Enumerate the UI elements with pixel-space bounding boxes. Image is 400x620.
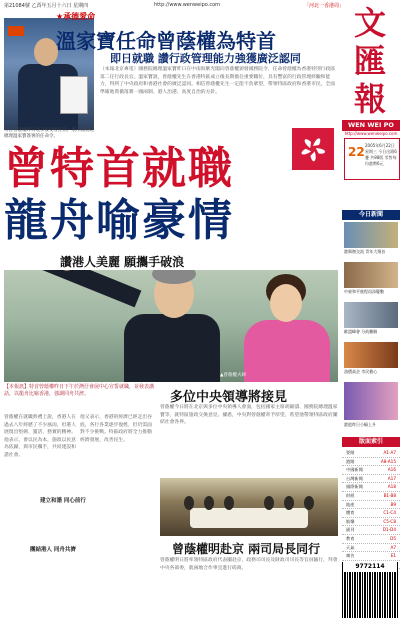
meeting-person [184, 496, 194, 510]
main-headline-line1[interactable]: 曾特首就職 [4, 143, 234, 194]
index-section-name: 天氣 [346, 544, 355, 550]
index-page-number: C5-C8 [383, 518, 396, 524]
sidebar-caption-3[interactable]: 歐盟峰會 分歧難解 [344, 329, 378, 334]
date-day: 22 [348, 145, 365, 159]
index-page-number: D1-D4 [382, 527, 396, 533]
photo-woman-body [244, 320, 330, 382]
body-subhead-b: 團結港人 同舟共濟 [30, 547, 76, 553]
main-story-body-left: 曾蔭權在就職典禮上說，香港人在過去八年經歷了不少風雨，但港人展現出堅韌、靈活、務實的精神。他表示，會以民為本，施政以民意為依歸，與市民攜手，共同建設和諧社會。 [4, 415, 76, 458]
index-section-name: 地產 [346, 501, 355, 507]
today-news-title: 今日新聞 [342, 210, 400, 220]
index-page-number: E1 [390, 553, 396, 559]
promo-text: 「河北一香港周」 [303, 3, 344, 9]
photo-figure-head [34, 38, 58, 66]
photo-hand [54, 270, 81, 274]
sidebar-thumb-4[interactable] [344, 342, 398, 368]
index-page-number: A18 [387, 484, 396, 490]
meeting-person [224, 496, 234, 510]
section2-body: 曾蔭權今日將在北京與多位中央領導人會面，包括國家主席胡錦濤、國務院總理溫家寶等，就特區施政交換意見。據悉，中央對曾蔭權寄予厚望，希望他帶領特區政府團結社會各界。 [160, 405, 338, 426]
sidebar-caption-5[interactable]: 港股昨日小幅上升 [344, 422, 376, 427]
main-story-body-mid: 他又表示，香港的經濟已經走出谷底，各行各業逐步復甦，但仍需面對不少挑戰。特區政府將全力推動經濟發展，改善民生。 [80, 415, 152, 443]
index-row[interactable] [342, 509, 400, 518]
index-section-name: 港聞 [346, 458, 355, 464]
index-section-name: 娛樂 [346, 518, 355, 524]
index-row[interactable] [342, 535, 400, 544]
website-url[interactable]: http://www.wenweipo.com [154, 2, 221, 8]
index-row[interactable] [342, 501, 400, 510]
index-section-name: 台灣新聞 [346, 475, 363, 481]
top-story-body: （本報北京專電）國務院總理溫家寶昨日在中南海紫光閣向曾蔭權頒發國務院令，任命曾蔭權為香港特別行政區第二任行政長官。溫家寶說，曾蔭權先生在香港特區成立後長期擔任重要職位，具有豐富的行政管理經驗和能力，得到了中央政府和香港社會的廣泛認同。相信曾蔭權先生一定能不負眾望，帶領特區政府和香港市民，全面準確地貫徹落實一國兩制、港人治港、高度自治的方針。 [100, 67, 336, 95]
main-story-intro: 【本報訊】特首曾蔭權昨日下午於灣仔會展中心宣誓就職，並發表講話，以龍舟比喻香港，強調同舟共濟。 [4, 384, 155, 397]
index-page-number: A17 [387, 475, 396, 481]
newspaper-title: 文匯報 [353, 4, 386, 118]
index-row[interactable] [342, 475, 400, 484]
issue-info: 第21084號 乙酉年五月十六日 星期四 [4, 3, 89, 9]
masthead-web: http://www.wenweipo.com [344, 131, 398, 136]
index-section-name: 國際新聞 [346, 484, 363, 490]
section2-headline[interactable]: 多位中央領導將接見 [170, 390, 288, 405]
index-page-number: A7 [390, 544, 396, 550]
index-page-number: B9 [390, 501, 396, 507]
meeting-photo [160, 478, 338, 536]
index-section-name: 廣告 [346, 553, 355, 559]
sidebar-caption-2[interactable]: 中東和平進程再添變數 [344, 289, 384, 294]
index-row[interactable] [342, 544, 400, 553]
appointment-folder [60, 76, 88, 114]
meeting-table [190, 508, 308, 528]
meeting-person [284, 496, 294, 510]
body-subhead-a: 建立和諧 同心前行 [40, 498, 86, 504]
top-story-kicker: ★承德愛命 [56, 12, 96, 21]
top-info-strip [4, 1, 396, 10]
date-info: 2005年6月22日 星期三 今日出紙6疊 共88版 零售每份港幣6元 [365, 143, 397, 166]
sidebar-thumb-3[interactable] [344, 302, 398, 328]
flag-icon [8, 26, 24, 36]
index-section-name: 教育 [346, 535, 355, 541]
sidebar-thumb-2[interactable] [344, 262, 398, 288]
index-page-number: B1-B8 [383, 492, 396, 498]
photo-man-body [124, 314, 220, 382]
index-page-number: A8-A15 [380, 458, 396, 464]
section3-body: 曾蔭權明日將率領特區政府代表團赴京，政務司司長及財政司司長等官員隨行，拜會中央各部委，就兩地合作事宜進行磋商。 [160, 558, 338, 571]
index-row[interactable] [342, 449, 400, 458]
top-photo-caption: 特首曾蔭權昨日北京接受委任狀，展示國務院總理溫家寶簽署的任命令。 [4, 128, 94, 139]
meeting-person [264, 496, 274, 510]
top-story-subhead: 即日就職 讚行政管理能力強獲廣泛認同 [110, 52, 301, 65]
newspaper-roman-name: WEN WEI PO [342, 120, 400, 131]
index-page-number: D5 [390, 535, 396, 541]
sidebar-caption-4[interactable]: 油價高企 市民擔心 [344, 369, 378, 374]
page-index-list [342, 449, 400, 569]
main-headline-line2[interactable]: 龍舟喻豪情 [4, 195, 234, 246]
index-section-name: 中國新聞 [346, 467, 363, 473]
photo-arm [33, 270, 142, 307]
date-box [344, 138, 400, 180]
index-row[interactable] [342, 518, 400, 527]
index-row[interactable] [342, 458, 400, 467]
meeting-person [204, 496, 214, 510]
photo-woman-head [270, 284, 302, 322]
index-row[interactable] [342, 466, 400, 475]
top-story-headline[interactable]: 溫家寶任命曾蔭權為特首 [56, 29, 276, 53]
index-page-number: C1-C4 [383, 510, 396, 516]
section3-headline[interactable]: 曾蔭權明赴京 兩司局長同行 [172, 542, 321, 556]
index-section-name: 體育 [346, 510, 355, 516]
bauhinia-flag-icon [292, 128, 334, 170]
page-index-title: 版面索引 [342, 437, 400, 447]
index-row[interactable] [342, 526, 400, 535]
meeting-person [304, 496, 314, 510]
main-subhead: 讚港人美麗 願攜手破浪 [60, 255, 185, 269]
index-row[interactable] [342, 492, 400, 501]
main-story-photo [4, 270, 338, 382]
index-section-name: 副刊 [346, 527, 355, 533]
sidebar-thumb-5[interactable] [344, 382, 398, 420]
index-section-name: 要聞 [346, 450, 355, 455]
sidebar-thumb-1[interactable] [344, 222, 398, 248]
barcode-number: 9772114 [344, 562, 396, 572]
index-row[interactable] [342, 483, 400, 492]
sidebar-caption-1[interactable]: 港舉辦交流 青年大聚首 [344, 249, 386, 254]
index-section-name: 財經 [346, 492, 355, 498]
masthead [342, 0, 400, 200]
index-page-number: A16 [387, 467, 396, 473]
main-photo-caption: ▲曾蔭權夫婦 [220, 373, 246, 378]
index-row[interactable] [342, 552, 400, 561]
index-page-number: A1-A7 [383, 450, 396, 455]
